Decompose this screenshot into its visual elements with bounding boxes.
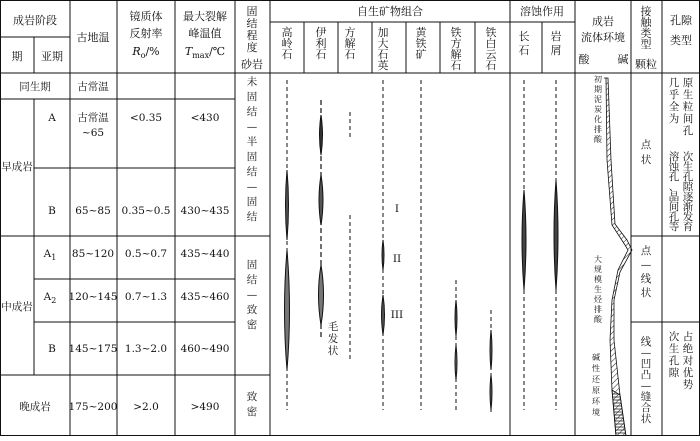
header-mineral-5-char-2: 解 <box>450 48 462 61</box>
contact-c-char-2: 凹 <box>640 358 652 370</box>
consolidation-a-char-9: 结 <box>246 211 258 223</box>
header-mineral-5-char-0: 铁 <box>450 26 462 39</box>
header-consolidation-char-1: 结 <box>246 17 258 30</box>
row-late-period: 晚成岩 <box>19 401 51 413</box>
header-mineral-6-char-3: 石 <box>485 59 497 72</box>
pore-b-col0-6: 发 <box>682 211 694 223</box>
contact-b-char-0: 点 <box>640 245 652 257</box>
pore-b-col1-5: 间 <box>668 201 680 213</box>
row-middle-a1-sub: $A_1$ <box>43 248 57 262</box>
fluid-mid-char-1: 规 <box>594 265 602 274</box>
illite-note-char-1: 发 <box>327 333 339 345</box>
contact-c-char-7: 状 <box>640 413 652 425</box>
pore-c-col1-2: 孔 <box>668 355 680 367</box>
quartz-level-3: III <box>390 309 404 321</box>
header-sandstone: 砂岩 <box>241 58 263 71</box>
quartz-level-1: I <box>394 203 400 215</box>
illite-note-char-2: 状 <box>327 345 339 357</box>
fluid-early-char-5: 排 <box>594 125 602 134</box>
pore-c-col0-3: 优 <box>682 367 694 379</box>
contact-b-char-3: 状 <box>640 287 652 299</box>
header-mineral-0-char-1: 岭 <box>281 37 293 50</box>
header-period: 期 <box>11 50 23 63</box>
header-consolidation-char-2: 程 <box>246 29 258 42</box>
row-middle-b-tmax: 460~490 <box>180 343 230 355</box>
row-early-a-temp2: ~65 <box>81 127 105 139</box>
contact-c-char-6: 合 <box>640 402 652 414</box>
illite-lens-3 <box>319 265 324 325</box>
header-mineral-5-char-1: 方 <box>450 37 462 50</box>
header-paleotemp: 古地温 <box>76 31 110 44</box>
pore-b-col0-2: 孔 <box>682 171 694 183</box>
pore-a-col0-3: 间 <box>682 113 694 125</box>
header-mineral-1-char-2: 石 <box>315 48 327 61</box>
row-middle-a2-ro: 0.7~1.3 <box>124 291 168 303</box>
consolidation-a-char-1: 固 <box>246 91 258 103</box>
fluid-late-char-2: 还 <box>592 375 600 384</box>
header-authigenic: 自生矿物组合 <box>357 5 423 18</box>
contact-a-char-1: 状 <box>640 154 652 166</box>
consolidation-b-char-0: 固 <box>246 259 258 271</box>
header-mineral-6-char-1: 白 <box>485 37 497 50</box>
row-early-a-temp: 古常温 <box>77 112 109 124</box>
header-consolidation <box>247 5 258 54</box>
quartz-lens-2 <box>382 295 385 335</box>
pore-values <box>669 77 694 391</box>
row-syngenetic-temp: 古常温 <box>77 81 109 93</box>
pore-b-col1-3: 、 <box>668 181 680 193</box>
pore-a-col0-0: 原 <box>682 77 694 89</box>
row-early-a-ro: <0.35 <box>129 112 163 124</box>
header-fluid-2: 流体环境 <box>581 31 625 44</box>
consolidation-a-char-4: 半 <box>246 136 258 148</box>
header-mineral-5-char-3: 石 <box>450 59 462 72</box>
header-mineral-1-char-1: 利 <box>315 37 327 50</box>
row-early-b-ro: 0.35~0.5 <box>121 205 171 217</box>
fluid-mid-char-5: 排 <box>594 305 602 314</box>
kaolinite-lens-1 <box>286 170 289 240</box>
contact-b-char-2: 线 <box>640 273 652 285</box>
pore-b-col1-2: 孔 <box>668 171 680 183</box>
contact-c-char-5: 缝 <box>640 391 652 403</box>
header-dissolution-item-0-char-1: 石 <box>518 44 530 57</box>
row-early-b-sub: B <box>48 205 56 217</box>
contact-c-char-3: 凸 <box>640 369 652 381</box>
fluid-late-char-4: 环 <box>592 397 600 406</box>
pore-a-col1-0: 几 <box>668 77 680 89</box>
fluid-late-char-0: 碱 <box>592 353 600 362</box>
header-pore <box>670 13 693 47</box>
header-mineral-6-char-2: 云 <box>485 48 497 61</box>
header-ro-1: 镜质体 <box>129 10 163 23</box>
row-middle-a1-temp: 85~120 <box>71 248 115 260</box>
fluid-mid-char-3: 生 <box>594 285 602 294</box>
consolidation-a-char-5: 固 <box>246 151 258 163</box>
fluid-early-char-6: 酸 <box>594 135 602 144</box>
header-contact-char-2: 类 <box>640 27 652 40</box>
fluid-late-char-1: 性 <box>592 364 600 373</box>
contact-c-char-4: — <box>640 380 652 392</box>
row-late-ro: >2.0 <box>133 401 159 413</box>
pore-b-col1-1: 蚀 <box>668 161 680 173</box>
consolidation-a-char-2: 结 <box>246 106 258 118</box>
fluid-late-char-5: 境 <box>592 408 600 417</box>
fluid-mid-char-4: 烃 <box>594 295 602 304</box>
row-early-a-tmax: <430 <box>190 112 220 124</box>
pore-b-col1-4: 晶 <box>668 191 680 203</box>
header-contact-char-3: 型 <box>640 38 652 51</box>
header-mineral-2-char-2: 石 <box>344 48 356 61</box>
header-alkali: 碱 <box>617 53 629 66</box>
header-dissolution-items <box>519 29 562 57</box>
header-tmax-3: $T_{max}/℃$ <box>184 45 226 60</box>
header-mineral-2-char-0: 方 <box>344 26 356 39</box>
pore-b-col0-5: 渐 <box>682 201 694 213</box>
header-mineral-2-char-1: 解 <box>344 37 356 50</box>
fluid-mid-char-0: 大 <box>594 255 602 264</box>
contact-a-char-0: 点 <box>640 139 652 151</box>
header-tmax-1: 最大裂解 <box>183 10 227 23</box>
fluid-early-char-4: 化 <box>594 115 602 124</box>
pore-b-col0-7: 育 <box>682 221 694 233</box>
fluid-early-char-1: 期 <box>594 85 602 94</box>
illite-note-char-0: 毛 <box>327 321 339 333</box>
row-early-a-sub: A <box>48 112 56 124</box>
header-grain: 颗粒 <box>635 58 657 71</box>
header-stage: 成岩阶段 <box>13 14 57 27</box>
pore-a-col1-1: 乎 <box>668 89 680 101</box>
fluid-alkaline-band <box>612 390 626 436</box>
row-syngenetic-period: 同生期 <box>19 81 51 93</box>
header-mineral-0-char-0: 高 <box>281 26 293 39</box>
ankerite-lens-1 <box>490 330 492 370</box>
header-mineral-3-char-3: 英 <box>377 59 389 72</box>
row-middle-b-ro: 1.3~2.0 <box>124 343 168 355</box>
pore-b-col1-7: 等 <box>668 221 680 233</box>
row-early-period: 早成岩 <box>1 161 33 173</box>
ankerite-lens-2 <box>490 375 492 410</box>
header-contact-char-1: 触 <box>640 16 652 29</box>
pore-b-col1-6: 孔 <box>668 211 680 223</box>
pore-a-col1-3: 为 <box>668 113 680 125</box>
fluid-early-char-3: 炭 <box>594 105 602 114</box>
header-group <box>12 4 693 72</box>
fluid-early-char-2: 泥 <box>594 95 602 104</box>
debris-lens <box>554 180 558 290</box>
row-middle-b-temp: 145~175 <box>68 343 118 355</box>
header-mineral-3-char-2: 石 <box>377 48 389 61</box>
pore-a-col0-1: 生 <box>682 89 694 101</box>
pore-c-col0-0: 占 <box>682 331 694 343</box>
fluid-late-char-3: 原 <box>592 386 600 395</box>
pore-b-col0-0: 次 <box>682 151 694 163</box>
consolidation-a-char-7: — <box>246 181 258 193</box>
header-mineral-6-char-0: 铁 <box>485 26 497 39</box>
quartz-level-2: II <box>392 253 402 265</box>
row-middle-b-sub: B <box>48 343 56 355</box>
header-mineral-4-char-2: 矿 <box>415 48 427 61</box>
consolidation-b-char-3: 致 <box>246 304 258 316</box>
consolidation-b-char-2: — <box>246 289 258 301</box>
contact-values <box>641 138 652 425</box>
pore-b-col0-3: 隙 <box>682 181 694 193</box>
header-acid: 酸 <box>578 53 590 66</box>
header-dissolution-item-1-char-1: 屑 <box>550 44 562 57</box>
header-ro-2: 反射率 <box>129 27 163 40</box>
fluid-mid-char-6: 酸 <box>594 315 602 324</box>
row-middle-a1-tmax: 435~440 <box>180 248 230 260</box>
pore-a-col0-4: 孔 <box>682 125 694 137</box>
ferrocalcite-lens-1 <box>455 300 457 336</box>
pore-c-col1-3: 隙 <box>668 367 680 379</box>
consolidation-b-char-1: 结 <box>246 274 258 286</box>
fluid-notes <box>592 74 603 417</box>
consolidation-a-char-8: 固 <box>246 196 258 208</box>
header-fluid-1: 成岩 <box>592 15 614 28</box>
header-contact-char-0: 接 <box>640 5 652 18</box>
header-subperiod: 亚期 <box>41 50 63 63</box>
row-early-b-temp: 65~85 <box>75 205 111 217</box>
kaolinite-lens-2 <box>285 250 290 370</box>
feldspar-lens <box>522 190 526 290</box>
header-ro-3: $R_o/\%$ <box>132 45 160 60</box>
illite-lens-1 <box>320 115 323 155</box>
illite-lens-2 <box>319 175 323 225</box>
body-left <box>1 80 229 413</box>
row-middle-a1-ro: 0.5~0.7 <box>124 248 168 260</box>
pore-a-col1-2: 全 <box>668 101 680 113</box>
pore-c-col0-2: 对 <box>682 355 694 367</box>
contact-c-char-0: 线 <box>640 336 652 348</box>
header-mineral-0-char-2: 石 <box>281 48 293 61</box>
pore-c-col1-1: 生 <box>668 343 680 355</box>
header-dissolution-item-1-char-0: 岩 <box>550 30 562 43</box>
row-middle-period: 中成岩 <box>1 301 33 313</box>
pore-c-col1-0: 次 <box>668 331 680 343</box>
consolidation-a-char-3: — <box>246 121 258 133</box>
row-middle-a2-tmax: 435~460 <box>180 291 230 303</box>
fluid-mid-char-2: 模 <box>594 275 602 284</box>
header-consolidation-char-0: 固 <box>246 5 258 18</box>
header-minerals <box>282 25 497 72</box>
consolidation-b-char-4: 密 <box>246 319 258 331</box>
header-dissolution: 溶蚀作用 <box>520 5 564 18</box>
consolidation-a-char-0: 未 <box>246 76 258 88</box>
header-contact <box>641 4 653 51</box>
consolidation-c-char-1: 密 <box>246 406 258 418</box>
header-pore-line-0: 孔隙 <box>670 14 692 27</box>
consolidation-a-char-6: 结 <box>246 166 258 178</box>
header-consolidation-char-3: 度 <box>246 41 258 54</box>
consolidation-values <box>247 75 258 418</box>
header-mineral-4-char-0: 黄 <box>415 26 427 39</box>
pore-b-col0-4: 逐 <box>682 191 694 203</box>
fluid-hatched-band <box>604 78 632 436</box>
quartz-lens-1 <box>382 240 384 270</box>
fluid-curve <box>604 78 632 436</box>
fluid-early-char-0: 初 <box>594 75 602 84</box>
header-mineral-4-char-1: 铁 <box>415 37 427 50</box>
header-mineral-1-char-0: 伊 <box>315 26 327 39</box>
quartz-levels <box>391 203 403 321</box>
row-middle-a2-sub: $A_2$ <box>43 291 57 305</box>
mineral-ranges <box>285 80 559 415</box>
header-dissolution-item-0-char-0: 长 <box>518 30 530 43</box>
row-late-temp: 175~200 <box>68 401 118 413</box>
pore-a-col0-2: 粒 <box>682 101 694 113</box>
header-mineral-3-char-1: 大 <box>377 37 389 50</box>
contact-c-char-1: — <box>640 347 652 359</box>
row-late-tmax: >490 <box>190 401 220 413</box>
pore-b-col1-0: 溶 <box>668 151 680 163</box>
row-middle-a2-temp: 120~145 <box>68 291 118 303</box>
header-pore-line-1: 类型 <box>670 34 692 47</box>
consolidation-c-char-0: 致 <box>246 391 258 403</box>
header-mineral-3-char-0: 加 <box>377 26 389 39</box>
contact-b-char-1: — <box>640 259 652 271</box>
header-tmax-2: 峰温值 <box>188 27 222 40</box>
ferrocalcite-lens-2 <box>455 345 457 380</box>
pore-c-col0-1: 绝 <box>682 343 694 355</box>
pore-b-col0-1: 生 <box>682 161 694 173</box>
pore-c-col0-4: 势 <box>682 379 694 391</box>
illite-note <box>328 321 339 357</box>
row-early-b-tmax: 430~435 <box>180 205 230 217</box>
